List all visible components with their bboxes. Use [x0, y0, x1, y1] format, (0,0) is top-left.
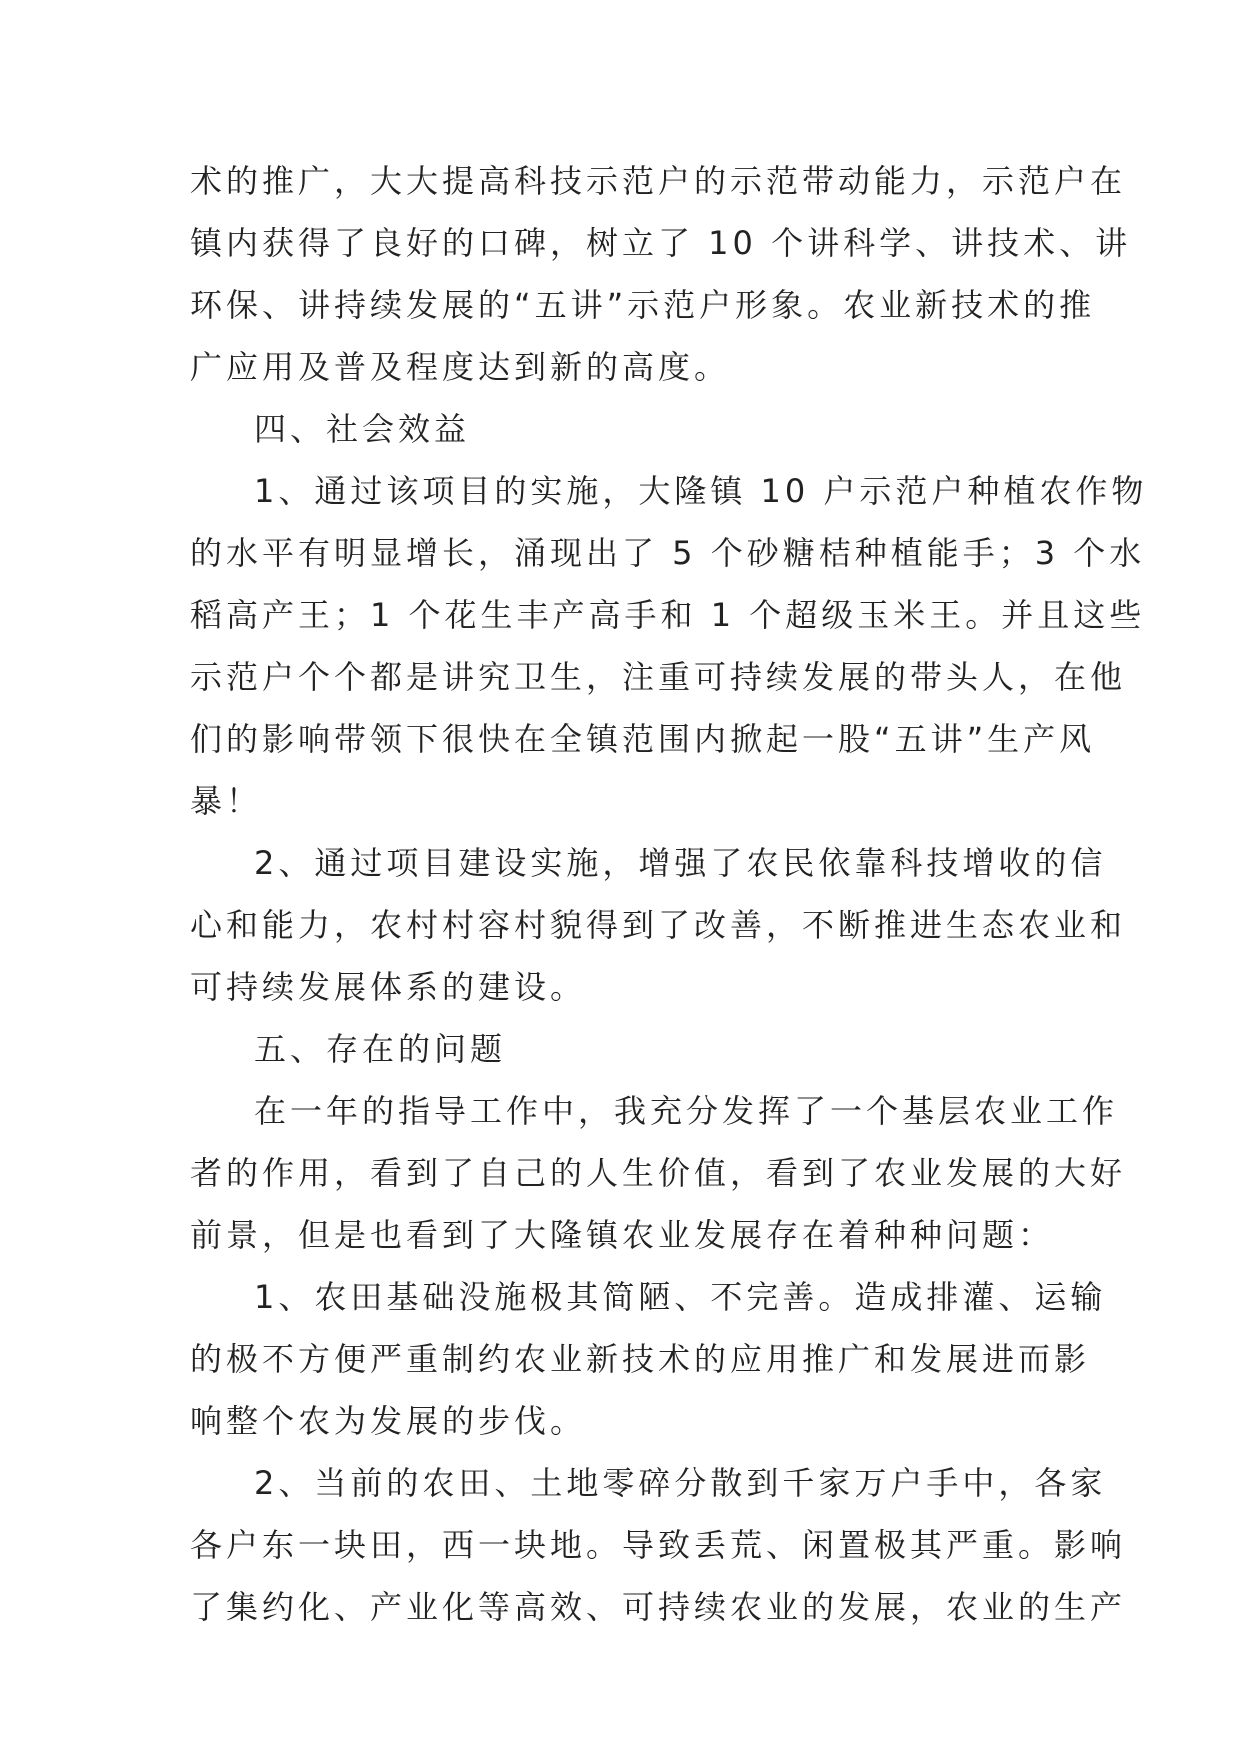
- text-line: 1、农田基础没施极其简陋、不完善。造成排灌、运输: [254, 1278, 1107, 1316]
- section-heading: 四、社会效益: [254, 410, 471, 448]
- text-line: 暴！: [190, 782, 263, 820]
- text-line: 各户东一块田，西一块地。导致丢荒、闲置极其严重。影响: [190, 1526, 1127, 1564]
- text-line: 2、通过项目建设实施，增强了农民依靠科技增收的信: [254, 844, 1107, 882]
- text-line: 术的推广，大大提高科技示范户的示范带动能力，示范户在: [190, 162, 1127, 200]
- text-line: 广应用及普及程度达到新的高度。: [190, 348, 731, 386]
- text-line: 了集约化、产业化等高效、可持续农业的发展，农业的生产: [190, 1588, 1127, 1626]
- text-line: 镇内获得了良好的口碑，树立了 10 个讲科学、讲技术、讲: [190, 224, 1132, 262]
- text-line: 前景，但是也看到了大隆镇农业发展存在着种种问题：: [190, 1216, 1055, 1254]
- text-line: 者的作用，看到了自己的人生价值，看到了农业发展的大好: [190, 1154, 1127, 1192]
- document-body: [190, 150, 1148, 1638]
- text-line: 环保、讲持续发展的“五讲”示范户形象。农业新技术的推: [190, 286, 1096, 324]
- text-line: 心和能力，农村村容村貌得到了改善，不断推进生态农业和: [190, 906, 1127, 944]
- text-line: 的水平有明显增长，涌现出了 5 个砂糖桔种植能手；3 个水: [190, 534, 1146, 572]
- text-line: 1、通过该项目的实施，大隆镇 10 户示范户种植农作物: [254, 472, 1148, 510]
- text-line: 在一年的指导工作中，我充分发挥了一个基层农业工作: [254, 1092, 1119, 1130]
- text-line: 的极不方便严重制约农业新技术的应用推广和发展进而影: [190, 1340, 1091, 1378]
- text-line: 2、当前的农田、土地零碎分散到千家万户手中，各家: [254, 1464, 1107, 1502]
- text-line: 示范户个个都是讲究卫生，注重可持续发展的带头人，在他: [190, 658, 1127, 696]
- text-line: 可持续发展体系的建设。: [190, 968, 587, 1006]
- text-line: 响整个农为发展的步伐。: [190, 1402, 587, 1440]
- text-line: 稻高产王；1 个花生丰产高手和 1 个超级玉米王。并且这些: [190, 596, 1146, 634]
- text-line: 们的影响带领下很快在全镇范围内掀起一股“五讲”生产风: [190, 720, 1096, 758]
- section-heading: 五、存在的问题: [254, 1030, 507, 1068]
